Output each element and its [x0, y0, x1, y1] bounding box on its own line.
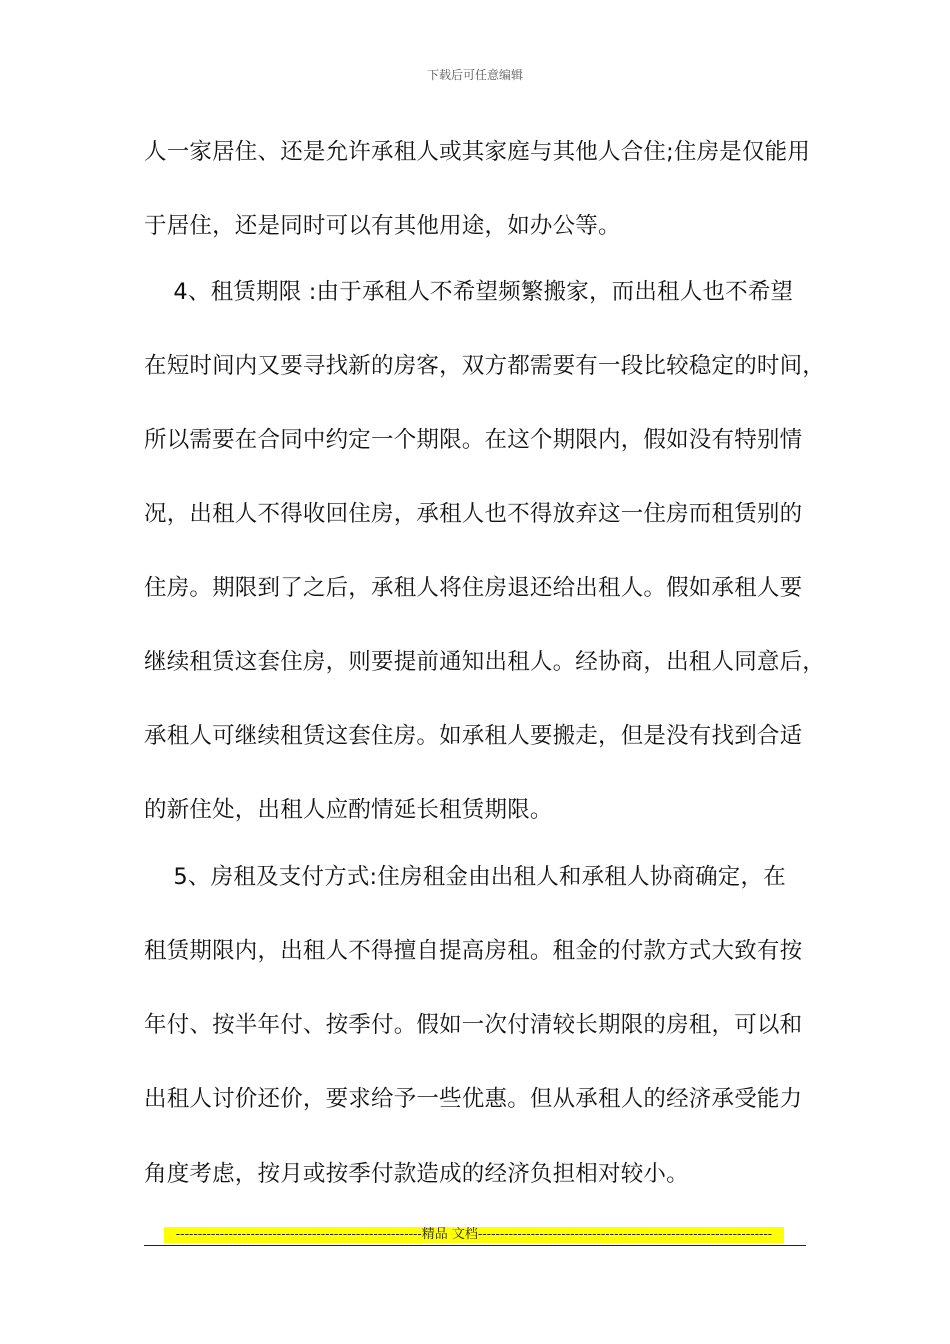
body-line: 承租人可继续租赁这套住房。如承租人要搬走，但是没有找到合适: [144, 723, 803, 749]
body-line: 住房。期限到了之后，承租人将住房退还给出租人。假如承租人要: [144, 575, 803, 601]
body-line: 4、租赁期限 :由于承租人不希望频繁搬家，而出租人也不希望: [144, 279, 794, 305]
body-line: 继续租赁这套住房，则要提前通知出租人。经协商，出租人同意后，: [144, 649, 826, 675]
body-line: 租赁期限内，出租人不得擅自提高房租。租金的付款方式大致有按: [144, 938, 803, 964]
body-line: 年付、按半年付、按季付。假如一次付清较长期限的房租，可以和: [144, 1012, 803, 1038]
body-line: 况，出租人不得收回住房，承租人也不得放弃这一住房而租赁别的: [144, 501, 803, 527]
page-header-note: 下载后可任意编辑: [426, 68, 523, 82]
body-line: 于居住，还是同时可以有其他用途，如办公等。: [144, 213, 621, 239]
body-line: 的新住处，出租人应酌情延长租赁期限。: [144, 797, 553, 823]
body-line: 5、房租及支付方式:住房租金由出租人和承租人协商确定，在: [144, 864, 786, 890]
body-line: 出租人讨价还价，要求给予一些优惠。但从承租人的经济承受能力: [144, 1086, 803, 1112]
body-line: 所以需要在合同中约定一个期限。在这个期限内，假如没有特别情: [144, 427, 803, 453]
body-line: 在短时间内又要寻找新的房客，双方都需要有一段比较稳定的时间，: [144, 353, 826, 379]
body-line: 人一家居住、还是允许承租人或其家庭与其他人合住;住房是仅能用: [144, 139, 811, 165]
footer-divider: [144, 1245, 806, 1246]
page-footer-note: --------------------------------------------------------精品 文档-------------------------------------------------------------------: [164, 1227, 784, 1243]
body-line: 角度考虑，按月或按季付款造成的经济负担相对较小。: [144, 1161, 689, 1187]
